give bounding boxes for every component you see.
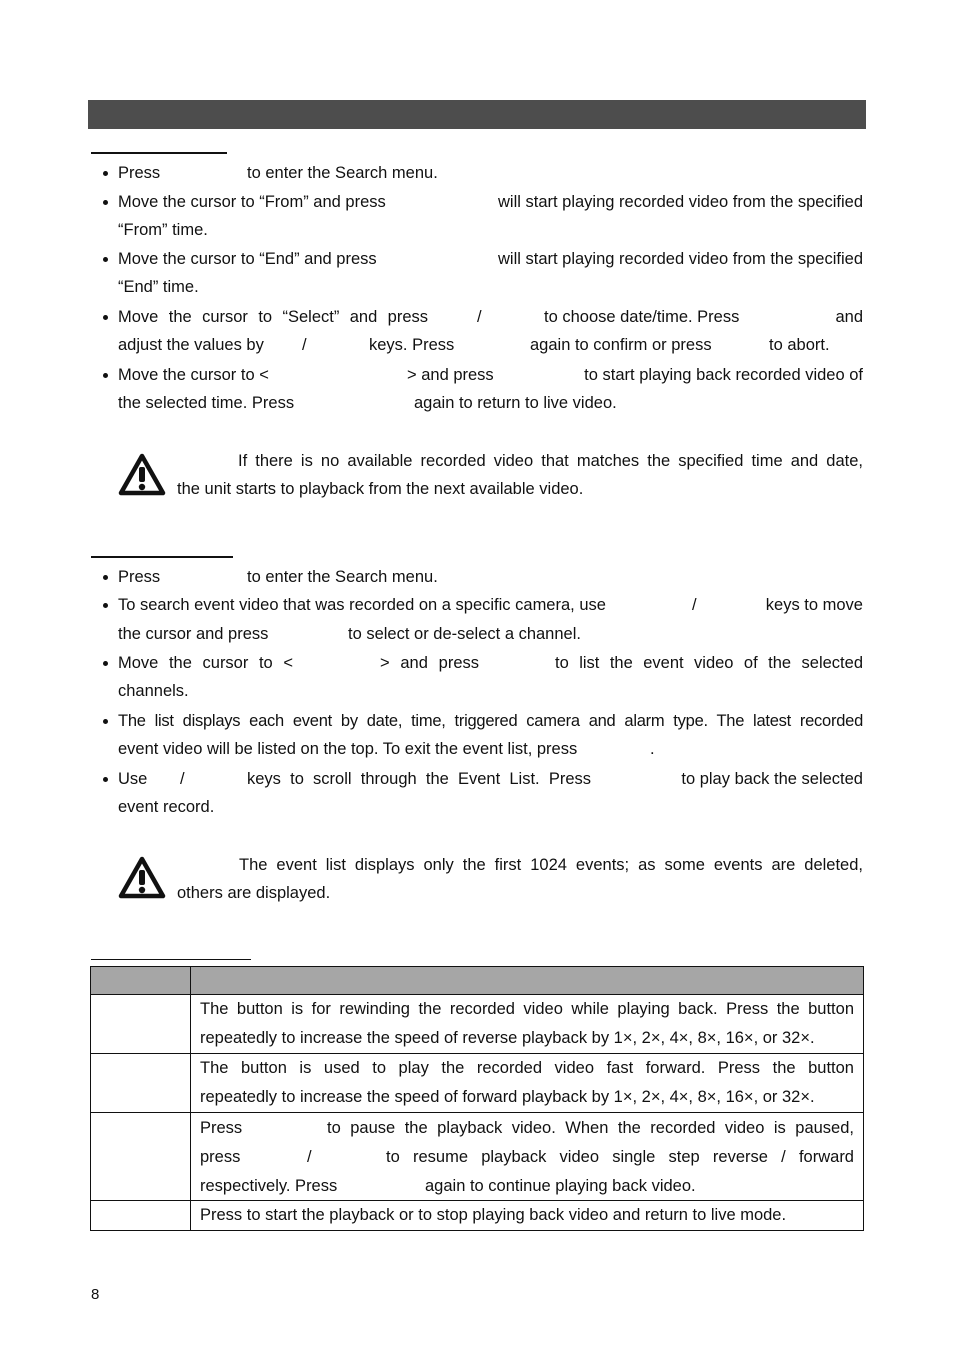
table-header-cell <box>191 967 864 995</box>
table-row <box>91 1113 864 1201</box>
list-item-text: > and press <box>380 654 479 672</box>
list-item-text: to start playing back recorded video of <box>584 366 863 384</box>
list-item-text: will start playing recorded video from the specified <box>497 250 863 268</box>
key-cell <box>91 1054 191 1113</box>
bullet <box>103 719 108 724</box>
bullet <box>103 171 108 176</box>
list-item-text: to enter the Search menu. <box>247 568 438 586</box>
list-item-text: to select or de-select a channel. <box>348 625 581 643</box>
playback-keys-table <box>90 966 864 1231</box>
description-cell <box>191 1201 864 1231</box>
bullet <box>103 257 108 262</box>
list-item-text: and <box>835 308 863 326</box>
list-item-text: to enter the Search menu. <box>247 164 438 182</box>
section-3-heading-rule <box>91 959 251 960</box>
list-item-text: Press <box>118 568 161 586</box>
list-item-text: Move the cursor to < <box>118 366 269 384</box>
list-item-text: “From” time. <box>118 221 208 239</box>
list-item-text: > and press <box>407 366 494 384</box>
cell-line: press <box>200 1148 241 1166</box>
list-item-text: adjust the values by <box>118 336 264 354</box>
table-row <box>91 1201 864 1231</box>
list-item-text: again to confirm or press <box>530 336 712 354</box>
list-item-text: Move the cursor to “End” and press <box>118 250 377 268</box>
list-item-text: / <box>302 336 307 354</box>
bullet <box>103 373 108 378</box>
cell-line: to resume playback video single step reverse / forward <box>386 1148 854 1166</box>
cell-line: repeatedly to increase the speed of reverse playback by 1×, 2×, 4×, 8×, 16×, or 32×. <box>200 1029 815 1047</box>
list-item-text: Use <box>118 770 148 788</box>
list-item-text: channels. <box>118 682 189 700</box>
list-item-text: / <box>692 596 697 614</box>
list-item-text: Press <box>118 164 161 182</box>
warning-icon <box>118 855 166 901</box>
cell-line: The button is for rewinding the recorded video while playing back. Press the button <box>200 1000 854 1018</box>
table-row <box>91 1054 864 1113</box>
cell-line: again to continue playing back video. <box>425 1177 696 1195</box>
note-text: others are displayed. <box>177 884 331 902</box>
description-cell <box>191 1113 864 1201</box>
note-text: The event list displays only the first 1024 events; as some events are deleted, <box>239 856 863 874</box>
list-item-text: / <box>477 308 482 326</box>
cell-line: repeatedly to increase the speed of forward playback by 1×, 2×, 4×, 8×, 16×, or 32×. <box>200 1088 815 1106</box>
list-item-text: The list displays each event by date, time, triggered camera and alarm type. The latest recorded <box>118 712 863 730</box>
key-cell <box>91 1113 191 1201</box>
list-item-text: To search event video that was recorded on a specific camera, use <box>118 596 606 614</box>
list-item-text: event video will be listed on the top. To exit the event list, press <box>118 740 578 758</box>
list-item-text: / <box>180 770 185 788</box>
note-text: the unit starts to playback from the next available video. <box>177 480 584 498</box>
cell-line: Press <box>200 1119 243 1137</box>
bullet <box>103 777 108 782</box>
section-header-band <box>88 100 866 129</box>
key-cell <box>91 1201 191 1231</box>
table-row <box>91 995 864 1054</box>
bullet <box>103 200 108 205</box>
list-item-text: the selected time. Press <box>118 394 295 412</box>
list-item-text: Move the cursor to “From” and press <box>118 193 386 211</box>
bullet <box>103 661 108 666</box>
description-cell <box>191 1054 864 1113</box>
cell-line: Press to start the playback or to stop playing back video and return to live mode. <box>200 1206 787 1224</box>
description-cell <box>191 995 864 1054</box>
table-header-cell <box>91 967 191 995</box>
section-1-heading-rule <box>91 152 227 154</box>
list-item-text: to play back the selected <box>681 770 863 788</box>
table-header-row <box>91 967 864 995</box>
cell-line: The button is used to play the recorded video fast forward. Press the button <box>200 1059 854 1077</box>
warning-icon <box>118 452 166 498</box>
key-cell <box>91 995 191 1054</box>
list-item-text: keys to move <box>765 596 863 614</box>
list-item-text: again to return to live video. <box>414 394 617 412</box>
list-item-text: keys. Press <box>369 336 455 354</box>
list-item-text: the cursor and press <box>118 625 269 643</box>
cell-line: to pause the playback video. When the recorded video is paused, <box>327 1119 854 1137</box>
bullet <box>103 603 108 608</box>
bullet <box>103 315 108 320</box>
list-item-text: to list the event video of the selected <box>555 654 863 672</box>
list-item-text: to choose date/time. Press <box>544 308 740 326</box>
cell-line: respectively. Press <box>200 1177 338 1195</box>
list-item-text: Move the cursor to “Select” and press <box>118 308 428 326</box>
list-item-text: . <box>650 740 655 758</box>
note-text: If there is no available recorded video that matches the specified time and date, <box>238 452 863 470</box>
list-item-text: keys to scroll through the Event List. Press <box>247 770 591 788</box>
cell-line: / <box>307 1148 312 1166</box>
section-2-heading-rule <box>91 556 233 558</box>
bullet <box>103 575 108 580</box>
page-number: 8 <box>91 1286 100 1303</box>
list-item-text: will start playing recorded video from the specified <box>497 193 863 211</box>
list-item-text: Move the cursor to < <box>118 654 293 672</box>
list-item-text: event record. <box>118 798 215 816</box>
list-item-text: “End” time. <box>118 278 199 296</box>
list-item-text: to abort. <box>769 336 830 354</box>
